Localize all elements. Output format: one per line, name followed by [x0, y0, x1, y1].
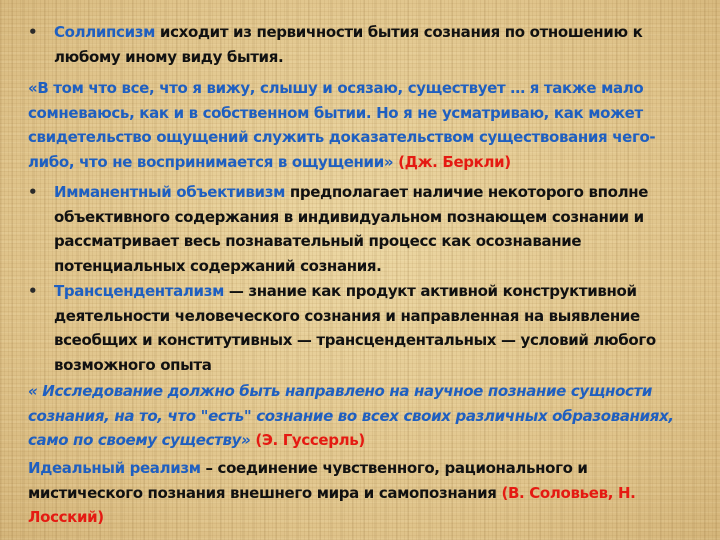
paragraph-transcendentalism	[28, 279, 694, 377]
quote-husserl-text: « Исследование должно быть направлено на научное познание сущности сознания, на то, что "есть" сознание во всех своих различных образованиях, само по своему существу»	[28, 382, 674, 449]
author-husserl: (Э. Гуссерль)	[250, 431, 365, 449]
quote-berkeley-text: «В том что все, что я вижу, слышу и осязаю, существует … я также мало сомневаюсь, как и в собственном бытии. Но я не усматриваю, как может свидетельство ощущений служить доказательством существования чего-либо, что не воспринимается в ощущении»	[28, 79, 656, 171]
bullet-icon: •	[28, 282, 38, 300]
term-transcendentalism: Трансцендентализм	[54, 282, 224, 300]
author-soloviev-lossky: (В. Соловьев, Н. Лосский)	[28, 483, 636, 526]
immanent-objectivism-text: предполагает наличие некоторого вполне объективного содержания в индивидуальном познающем сознании и рассматривает весь познавательный процесс как осознавание потенциальных содержаний сознания.	[54, 183, 649, 275]
term-ideal-realism: Идеальный реализм	[28, 459, 201, 477]
quote-berkeley	[28, 76, 698, 174]
term-immanent-objectivism: Имманентный объективизм	[54, 183, 285, 201]
paragraph-immanent-objectivism	[28, 180, 694, 278]
paragraph-solipsism	[28, 20, 694, 69]
quote-husserl	[28, 379, 703, 453]
bullet-icon: •	[28, 183, 38, 201]
solipsism-text: исходит из первичности бытия сознания по отношению к любому иному виду бытия.	[54, 23, 643, 66]
ideal-realism-text: – соединение чувственного, рационального и мистического познания внешнего мира и самопознания	[28, 459, 588, 502]
term-solipsism: Соллипсизм	[54, 23, 156, 41]
bullet-icon: •	[28, 23, 38, 41]
author-berkeley: (Дж. Беркли)	[393, 152, 511, 171]
transcendentalism-text: — знание как продукт активной конструктивной деятельности человеческого сознания и направленная на выявление всеобщих и конститутивных — трансцендентальных — условий любого возможного опыта	[54, 282, 656, 374]
paragraph-ideal-realism	[28, 456, 693, 530]
